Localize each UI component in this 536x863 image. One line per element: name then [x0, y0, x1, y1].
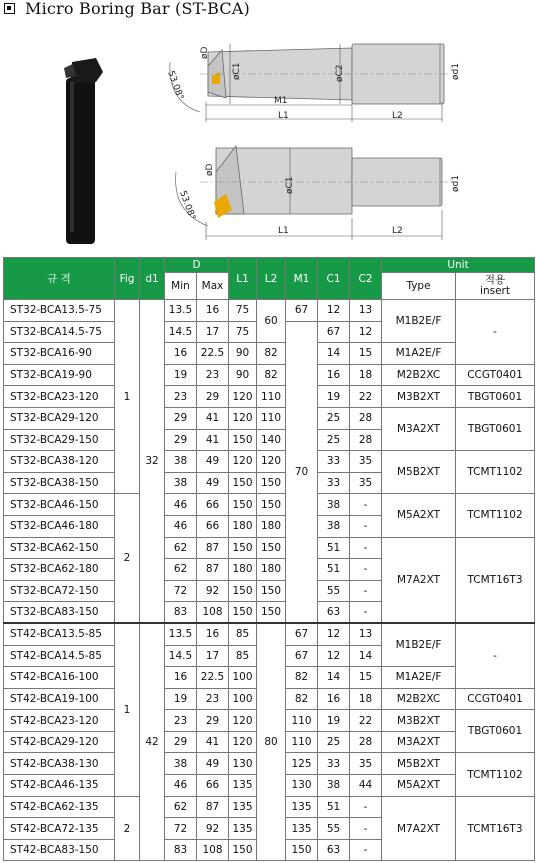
spec-table [3, 257, 535, 861]
d-min-cell: 83 [165, 839, 197, 861]
model-cell: ST42-BCA29-120 [4, 731, 115, 753]
l1-cell: 120 [229, 407, 257, 429]
m1-cell: 82 [257, 364, 286, 386]
insert-cell: TCMT1102 [456, 753, 535, 796]
m1-cell: 67 [286, 623, 318, 645]
figure-2 [176, 146, 461, 240]
fig-cell: 2 [115, 494, 140, 624]
d-min-cell: 46 [165, 515, 197, 537]
type-cell: M5A2XT [382, 775, 456, 797]
type-cell: M3B2XT [382, 386, 456, 408]
c1-cell: 14 [318, 343, 350, 365]
type-cell: M1B2E/F [382, 300, 456, 343]
fig1-c1: øC1 [232, 62, 242, 80]
page-title [4, 0, 250, 20]
header-type: Type [382, 273, 456, 300]
square-bullet-icon [4, 3, 15, 14]
c2-cell: 13 [350, 623, 382, 645]
table-row [4, 300, 535, 322]
d-min-cell: 38 [165, 753, 197, 775]
d-max-cell: 108 [197, 602, 229, 624]
d-max-cell: 66 [197, 515, 229, 537]
d-min-cell: 14.5 [165, 645, 197, 667]
model-cell: ST42-BCA14.5-85 [4, 645, 115, 667]
fig-cell: 1 [115, 300, 140, 494]
d-min-cell: 29 [165, 429, 197, 451]
header-l1: L1 [229, 258, 257, 300]
model-cell: ST32-BCA62-180 [4, 559, 115, 581]
product-photo [64, 58, 103, 244]
d1-cell: 42 [140, 623, 165, 861]
l1-cell: 85 [229, 623, 257, 645]
m1-cell: 135 [286, 818, 318, 840]
model-cell: ST32-BCA46-150 [4, 494, 115, 516]
c2-cell: 22 [350, 386, 382, 408]
d-min-cell: 29 [165, 407, 197, 429]
fig2-c1: øC1 [285, 176, 295, 194]
model-cell: ST32-BCA23-120 [4, 386, 115, 408]
d-min-cell: 38 [165, 451, 197, 473]
c2-cell: 35 [350, 753, 382, 775]
table-row [4, 364, 535, 386]
header-max: Max [197, 273, 229, 300]
m1-cell: 150 [257, 537, 286, 559]
header-c1: C1 [318, 258, 350, 300]
c1-cell: 12 [318, 623, 350, 645]
d-min-cell: 13.5 [165, 300, 197, 322]
c2-cell: 18 [350, 688, 382, 710]
l1-cell: 130 [229, 753, 257, 775]
d-min-cell: 38 [165, 472, 197, 494]
d1-cell: 32 [140, 300, 165, 624]
fig1-c2: øC2 [335, 64, 345, 82]
m1-cell: 67 [286, 300, 318, 322]
l1-cell: 150 [229, 839, 257, 861]
model-cell: ST32-BCA38-150 [4, 472, 115, 494]
insert-cell: CCGT0401 [456, 364, 535, 386]
fig-cell: 1 [115, 623, 140, 796]
l1-cell: 120 [229, 731, 257, 753]
fig2-angle: 53.08° [177, 189, 197, 222]
c2-cell: - [350, 515, 382, 537]
m1-cell: 125 [286, 753, 318, 775]
c2-cell: 18 [350, 364, 382, 386]
header-insert [456, 273, 535, 300]
c1-cell: 55 [318, 818, 350, 840]
d-min-cell: 72 [165, 818, 197, 840]
m1-cell: 150 [257, 494, 286, 516]
c2-cell: 28 [350, 731, 382, 753]
m1-cell: 150 [257, 580, 286, 602]
m1-cell: 150 [257, 602, 286, 624]
d-max-cell: 22.5 [197, 343, 229, 365]
type-cell: M2B2XC [382, 364, 456, 386]
m1-cell: 82 [286, 667, 318, 689]
type-cell: M1A2E/F [382, 667, 456, 689]
d-max-cell: 23 [197, 364, 229, 386]
c2-cell: 22 [350, 710, 382, 732]
fig2-l2: L2 [392, 226, 403, 236]
figure-1 [165, 44, 461, 122]
insert-cell: TCMT1102 [456, 451, 535, 494]
m1-cell: 150 [286, 839, 318, 861]
type-cell: M3A2XT [382, 731, 456, 753]
l2-cell: 80 [257, 623, 286, 861]
c2-cell: 35 [350, 472, 382, 494]
d-min-cell: 23 [165, 386, 197, 408]
fig1-d1: ød1 [451, 63, 461, 80]
model-cell: ST32-BCA38-120 [4, 451, 115, 473]
d-max-cell: 17 [197, 321, 229, 343]
m1-cell: 67 [318, 321, 350, 343]
type-cell: M3B2XT [382, 710, 456, 732]
insert-cell: TCMT16T3 [456, 537, 535, 623]
c2-cell: - [350, 537, 382, 559]
model-cell: ST42-BCA23-120 [4, 710, 115, 732]
c1-cell: 63 [318, 602, 350, 624]
model-cell: ST32-BCA13.5-75 [4, 300, 115, 322]
l1-cell: 100 [229, 688, 257, 710]
c2-cell: - [350, 796, 382, 818]
d-min-cell: 16 [165, 343, 197, 365]
model-cell: ST42-BCA46-135 [4, 775, 115, 797]
m1-cell: 110 [257, 386, 286, 408]
table-row [4, 623, 535, 645]
type-cell: M7A2XT [382, 796, 456, 861]
m1-cell: 120 [257, 451, 286, 473]
m1-cell: 135 [286, 796, 318, 818]
type-cell: M1B2E/F [382, 623, 456, 666]
c1-cell: 25 [318, 407, 350, 429]
c2-cell: 35 [350, 451, 382, 473]
fig2-phi-d: øD [205, 163, 215, 176]
table-row [4, 494, 535, 516]
m1-cell: 130 [286, 775, 318, 797]
fig1-angle: 53.08° [165, 69, 185, 102]
page-title-text: Micro Boring Bar (ST-BCA) [25, 0, 250, 18]
d-min-cell: 13.5 [165, 623, 197, 645]
model-cell: ST32-BCA14.5-75 [4, 321, 115, 343]
c2-cell: - [350, 580, 382, 602]
table-row [4, 407, 535, 429]
c1-cell: 38 [318, 494, 350, 516]
header-fig: Fig [115, 258, 140, 300]
model-cell: ST32-BCA16-90 [4, 343, 115, 365]
insert-cell: TBGT0601 [456, 710, 535, 753]
d-max-cell: 92 [197, 818, 229, 840]
c1-cell: 25 [318, 429, 350, 451]
insert-cell: CCGT0401 [456, 688, 535, 710]
d-min-cell: 23 [165, 710, 197, 732]
l1-cell: 150 [229, 494, 257, 516]
c2-cell: 15 [350, 667, 382, 689]
model-cell: ST42-BCA83-150 [4, 839, 115, 861]
m1-cell: 82 [286, 688, 318, 710]
type-cell: M5A2XT [382, 494, 456, 537]
l1-cell: 150 [229, 602, 257, 624]
d-min-cell: 29 [165, 731, 197, 753]
model-cell: ST32-BCA46-180 [4, 515, 115, 537]
c1-cell: 55 [318, 580, 350, 602]
d-min-cell: 62 [165, 559, 197, 581]
m1-cell: 110 [286, 731, 318, 753]
c1-cell: 51 [318, 537, 350, 559]
d-max-cell: 92 [197, 580, 229, 602]
header-l2: L2 [257, 258, 286, 300]
l1-cell: 120 [229, 710, 257, 732]
l1-cell: 150 [229, 429, 257, 451]
c2-cell: - [350, 602, 382, 624]
fig2-d1: ød1 [451, 175, 461, 192]
d-max-cell: 41 [197, 429, 229, 451]
d-max-cell: 22.5 [197, 667, 229, 689]
m1-cell: 110 [257, 407, 286, 429]
l1-cell: 180 [229, 515, 257, 537]
d-max-cell: 41 [197, 731, 229, 753]
fig1-m1: M1 [274, 96, 288, 106]
c2-cell: - [350, 839, 382, 861]
c1-cell: 51 [318, 559, 350, 581]
model-cell: ST42-BCA72-135 [4, 818, 115, 840]
c1-cell: 12 [318, 300, 350, 322]
model-cell: ST42-BCA19-100 [4, 688, 115, 710]
d-min-cell: 83 [165, 602, 197, 624]
m1-cell: 82 [257, 343, 286, 365]
m1-cell: 180 [257, 559, 286, 581]
d-min-cell: 46 [165, 494, 197, 516]
header-d: D [165, 258, 229, 273]
c1-cell: 38 [318, 775, 350, 797]
c1-cell: 14 [318, 667, 350, 689]
c1-cell: 33 [318, 472, 350, 494]
c1-cell: 63 [318, 839, 350, 861]
l1-cell: 135 [229, 775, 257, 797]
insert-cell: TCMT1102 [456, 494, 535, 537]
model-cell: ST32-BCA83-150 [4, 602, 115, 624]
d-max-cell: 49 [197, 753, 229, 775]
l1-cell: 180 [229, 559, 257, 581]
fig1-l2: L2 [392, 111, 403, 121]
table-row [4, 386, 535, 408]
d-min-cell: 62 [165, 537, 197, 559]
header-d1: d1 [140, 258, 165, 300]
header-min: Min [165, 273, 197, 300]
c1-cell: 12 [318, 645, 350, 667]
d-max-cell: 49 [197, 472, 229, 494]
c2-cell: 15 [350, 343, 382, 365]
c1-cell: 19 [318, 386, 350, 408]
l1-cell: 150 [229, 472, 257, 494]
d-min-cell: 19 [165, 364, 197, 386]
d-max-cell: 17 [197, 645, 229, 667]
d-min-cell: 46 [165, 775, 197, 797]
type-cell: M2B2XC [382, 688, 456, 710]
model-cell: ST42-BCA38-130 [4, 753, 115, 775]
model-cell: ST32-BCA29-120 [4, 407, 115, 429]
insert-cell: TBGT0601 [456, 386, 535, 408]
d-min-cell: 14.5 [165, 321, 197, 343]
fig1-l1: L1 [278, 111, 289, 121]
header-insert-line1: 적용 [484, 274, 506, 286]
l1-cell: 120 [229, 386, 257, 408]
m1-cell: 180 [257, 515, 286, 537]
c2-cell: - [350, 818, 382, 840]
m1-cell: 67 [286, 645, 318, 667]
d-min-cell: 16 [165, 667, 197, 689]
l1-cell: 135 [229, 796, 257, 818]
fig2-l1: L1 [278, 226, 289, 236]
c1-cell: 38 [318, 515, 350, 537]
type-cell: M5B2XT [382, 451, 456, 494]
d-max-cell: 16 [197, 623, 229, 645]
m1-cell: 150 [257, 472, 286, 494]
d-max-cell: 49 [197, 451, 229, 473]
c1-cell: 51 [318, 796, 350, 818]
table-row [4, 537, 535, 559]
d-max-cell: 87 [197, 559, 229, 581]
insert-cell: - [456, 300, 535, 365]
table-row [4, 451, 535, 473]
c2-cell: - [350, 559, 382, 581]
c1-cell: 33 [318, 753, 350, 775]
insert-cell: TBGT0601 [456, 407, 535, 450]
model-cell: ST42-BCA13.5-85 [4, 623, 115, 645]
insert-cell: TCMT16T3 [456, 796, 535, 861]
l1-cell: 150 [229, 580, 257, 602]
model-cell: ST42-BCA62-135 [4, 796, 115, 818]
d-max-cell: 23 [197, 688, 229, 710]
d-min-cell: 72 [165, 580, 197, 602]
model-cell: ST32-BCA19-90 [4, 364, 115, 386]
d-max-cell: 108 [197, 839, 229, 861]
c2-cell: 13 [350, 300, 382, 322]
d-max-cell: 87 [197, 796, 229, 818]
d-max-cell: 87 [197, 537, 229, 559]
c1-cell: 25 [318, 731, 350, 753]
c1-cell: 16 [318, 364, 350, 386]
l2-cell: 70 [286, 321, 318, 623]
l1-cell: 135 [229, 818, 257, 840]
c2-cell: 28 [350, 429, 382, 451]
l1-cell: 90 [229, 343, 257, 365]
header-spec: 규 격 [4, 258, 115, 300]
d-max-cell: 16 [197, 300, 229, 322]
c1-cell: 12 [350, 321, 382, 343]
d-max-cell: 29 [197, 386, 229, 408]
l1-cell: 75 [229, 300, 257, 322]
header-unit: Unit [382, 258, 535, 273]
d-min-cell: 19 [165, 688, 197, 710]
c1-cell: 19 [318, 710, 350, 732]
c2-cell: 28 [350, 407, 382, 429]
header-insert-line2: insert [480, 285, 510, 297]
l1-cell: 120 [229, 451, 257, 473]
insert-cell: - [456, 623, 535, 688]
type-cell: M5B2XT [382, 753, 456, 775]
d-max-cell: 66 [197, 494, 229, 516]
type-cell: M7A2XT [382, 537, 456, 623]
model-cell: ST32-BCA72-150 [4, 580, 115, 602]
l1-cell: 75 [229, 321, 257, 343]
model-cell: ST42-BCA16-100 [4, 667, 115, 689]
model-cell: ST32-BCA62-150 [4, 537, 115, 559]
l1-cell: 90 [229, 364, 257, 386]
c2-cell: 14 [350, 645, 382, 667]
d-max-cell: 66 [197, 775, 229, 797]
type-cell: M3A2XT [382, 407, 456, 450]
m1-cell: 110 [286, 710, 318, 732]
type-cell: M1A2E/F [382, 343, 456, 365]
c1-cell: 16 [318, 688, 350, 710]
l2-cell: 60 [257, 300, 286, 343]
d-max-cell: 29 [197, 710, 229, 732]
model-cell: ST32-BCA29-150 [4, 429, 115, 451]
fig1-phi-d: øD [200, 46, 210, 59]
table-row [4, 343, 535, 365]
c1-cell: 33 [318, 451, 350, 473]
c2-cell: 44 [350, 775, 382, 797]
l1-cell: 100 [229, 667, 257, 689]
l1-cell: 150 [229, 537, 257, 559]
fig-cell: 2 [115, 796, 140, 861]
header-c2: C2 [350, 258, 382, 300]
m1-cell: 140 [257, 429, 286, 451]
d-max-cell: 41 [197, 407, 229, 429]
technical-drawing [0, 22, 536, 254]
c2-cell: - [350, 494, 382, 516]
l1-cell: 85 [229, 645, 257, 667]
d-min-cell: 62 [165, 796, 197, 818]
header-m1: M1 [286, 258, 318, 300]
